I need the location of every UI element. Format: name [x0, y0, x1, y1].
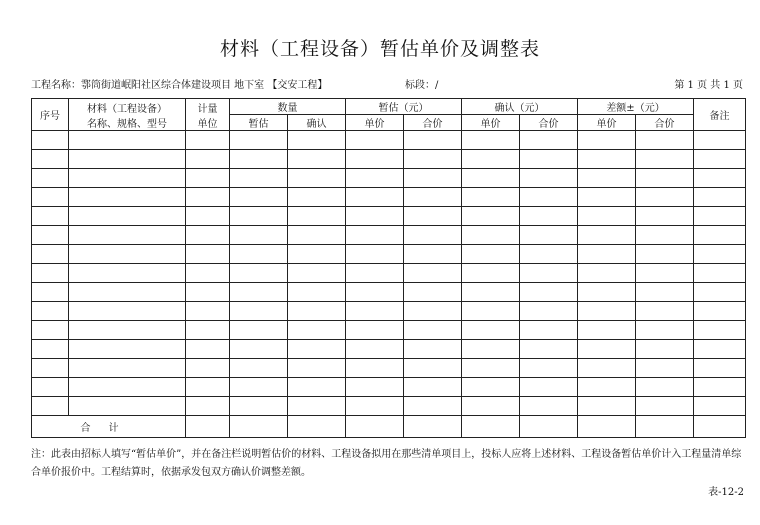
table-cell: [694, 283, 746, 302]
table-cell: [520, 397, 578, 416]
table-cell: [578, 283, 636, 302]
table-cell: [404, 264, 462, 283]
table-cell: [404, 150, 462, 169]
table-row: [32, 150, 746, 169]
table-cell: [69, 150, 186, 169]
table-row: [32, 302, 746, 321]
table-cell: [520, 131, 578, 150]
material-estimate-table: [31, 98, 746, 438]
header-unit-line1: 计量: [197, 103, 218, 115]
table-cell: [186, 169, 230, 188]
table-cell: [636, 416, 694, 438]
table-cell: [288, 226, 346, 245]
header-confirm: 确认（元）: [462, 99, 578, 115]
table-cell: [288, 397, 346, 416]
table-cell: [346, 226, 404, 245]
table-cell: [578, 302, 636, 321]
table-cell: [636, 359, 694, 378]
table-cell: [288, 359, 346, 378]
table-cell: [346, 169, 404, 188]
table-cell: [32, 359, 69, 378]
table-cell: [404, 416, 462, 438]
table-cell: [404, 283, 462, 302]
table-cell: [404, 378, 462, 397]
table-cell: [230, 302, 288, 321]
table-cell: [230, 150, 288, 169]
table-cell: [462, 397, 520, 416]
table-cell: [346, 188, 404, 207]
table-cell: [462, 340, 520, 359]
table-cell: [636, 264, 694, 283]
table-cell: [636, 207, 694, 226]
table-row: [32, 283, 746, 302]
table-cell: [288, 416, 346, 438]
table-cell: [694, 321, 746, 340]
table-cell: [32, 245, 69, 264]
table-cell: [288, 169, 346, 188]
header-material-line2: 名称、规格、型号: [87, 118, 167, 130]
table-cell: [578, 207, 636, 226]
table-cell: [636, 226, 694, 245]
table-cell: [288, 340, 346, 359]
table-cell: [230, 397, 288, 416]
table-cell: [230, 264, 288, 283]
table-row: [32, 359, 746, 378]
table-cell: [69, 188, 186, 207]
table-cell: [462, 378, 520, 397]
table-cell: [346, 283, 404, 302]
table-cell: [186, 188, 230, 207]
table-cell: [520, 359, 578, 378]
table-cell: [288, 283, 346, 302]
header-row-1: [32, 99, 746, 115]
table-cell: [69, 340, 186, 359]
table-cell: [462, 416, 520, 438]
footnote: 注：此表由招标人填写“暂估单价”，并在备注栏说明暂估价的材料、工程设备拟用在那些清单项目上，投标人应将上述材料、工程设备暂估单价计入工程量清单综合单价报价中。工程结算时，依据承发包双方确认价调整差额。: [31, 449, 742, 478]
table-cell: [69, 226, 186, 245]
table-cell: [404, 188, 462, 207]
table-cell: [32, 283, 69, 302]
table-cell: [404, 169, 462, 188]
form-code: 表-12-2: [708, 487, 744, 498]
table-cell: [462, 283, 520, 302]
table-cell: [288, 207, 346, 226]
table-cell: [186, 150, 230, 169]
table-cell: [346, 378, 404, 397]
table-cell: [578, 169, 636, 188]
table-cell: [462, 207, 520, 226]
table-cell: [186, 416, 230, 438]
table-cell: [186, 302, 230, 321]
table-cell: [636, 283, 694, 302]
header-no: 序号: [32, 99, 69, 131]
table-cell: [462, 264, 520, 283]
table-cell: [694, 302, 746, 321]
table-cell: [346, 302, 404, 321]
table-cell: [404, 245, 462, 264]
table-row: [32, 245, 746, 264]
table-cell: [694, 359, 746, 378]
table-cell: [230, 321, 288, 340]
table-cell: [636, 302, 694, 321]
header-material-line1: 材料（工程设备）: [87, 103, 167, 115]
table-cell: [288, 321, 346, 340]
table-cell: [346, 150, 404, 169]
table-cell: [520, 302, 578, 321]
table-cell: [520, 264, 578, 283]
table-cell: [230, 131, 288, 150]
table-cell: [520, 207, 578, 226]
table-cell: [186, 207, 230, 226]
table-cell: [694, 150, 746, 169]
header-unit-line2: 单位: [197, 118, 218, 130]
table-cell: [636, 169, 694, 188]
table-cell: [69, 378, 186, 397]
header-remark: 备注: [694, 99, 746, 131]
table-row: [32, 321, 746, 340]
table-cell: [636, 321, 694, 340]
header-confirm-unit-price: 单价: [462, 115, 520, 131]
table-cell: [186, 397, 230, 416]
table-cell: [69, 207, 186, 226]
table-cell: [230, 245, 288, 264]
table-cell: [186, 359, 230, 378]
page-number: 第 1 页 共 1 页: [674, 80, 743, 91]
total-row: [32, 416, 746, 438]
table-cell: [520, 150, 578, 169]
header-confirm-total: 合价: [520, 115, 578, 131]
table-cell: [32, 321, 69, 340]
table-cell: [694, 131, 746, 150]
table-row: [32, 131, 746, 150]
table-cell: [346, 359, 404, 378]
table-cell: [636, 131, 694, 150]
table-cell: [346, 207, 404, 226]
header-quantity: 数量: [230, 99, 346, 115]
table-cell: [186, 378, 230, 397]
table-cell: [636, 378, 694, 397]
table-cell: [520, 321, 578, 340]
table-cell: [186, 245, 230, 264]
table-cell: [462, 188, 520, 207]
table-cell: [404, 397, 462, 416]
table-cell: [578, 340, 636, 359]
table-cell: [230, 169, 288, 188]
table-cell: [694, 207, 746, 226]
total-label: 合计: [32, 416, 186, 438]
table-cell: [694, 264, 746, 283]
table-cell: [69, 321, 186, 340]
table-cell: [230, 207, 288, 226]
table-cell: [288, 131, 346, 150]
table-cell: [520, 378, 578, 397]
table-cell: [230, 226, 288, 245]
table-cell: [462, 359, 520, 378]
table-cell: [32, 397, 69, 416]
table-row: [32, 340, 746, 359]
table-cell: [578, 359, 636, 378]
table-cell: [69, 264, 186, 283]
table-cell: [69, 245, 186, 264]
table-cell: [32, 226, 69, 245]
table-cell: [578, 245, 636, 264]
project-name: 工程名称：鄠筒街道岷阳社区综合体建设项目 地下室 【交安工程】: [31, 80, 328, 91]
table-cell: [578, 416, 636, 438]
table-cell: [346, 397, 404, 416]
table-cell: [288, 150, 346, 169]
table-cell: [520, 226, 578, 245]
table-cell: [578, 188, 636, 207]
header-estimate-qty: 暂估: [230, 115, 288, 131]
table-cell: [32, 150, 69, 169]
page-title: 材料（工程设备）暂估单价及调整表: [219, 38, 540, 60]
table-cell: [186, 226, 230, 245]
table-row: [32, 169, 746, 188]
table-cell: [186, 340, 230, 359]
table-cell: [346, 321, 404, 340]
table-cell: [288, 245, 346, 264]
header-estimate: 暂估（元）: [346, 99, 462, 115]
table-row: [32, 188, 746, 207]
table-cell: [694, 169, 746, 188]
table-cell: [346, 264, 404, 283]
table-cell: [230, 378, 288, 397]
table-row: [32, 264, 746, 283]
table-cell: [578, 264, 636, 283]
table-cell: [32, 131, 69, 150]
table-cell: [636, 340, 694, 359]
table-cell: [69, 397, 186, 416]
section-label: 标段：/: [405, 80, 439, 91]
table-cell: [694, 188, 746, 207]
table-cell: [288, 378, 346, 397]
table-cell: [346, 131, 404, 150]
table-cell: [404, 359, 462, 378]
table-cell: [288, 188, 346, 207]
table-cell: [404, 226, 462, 245]
table-cell: [69, 169, 186, 188]
table-cell: [520, 169, 578, 188]
table-cell: [32, 169, 69, 188]
table-cell: [694, 340, 746, 359]
table-cell: [462, 321, 520, 340]
table-cell: [462, 226, 520, 245]
table-row: [32, 397, 746, 416]
table-cell: [230, 359, 288, 378]
table-cell: [69, 131, 186, 150]
table-cell: [186, 283, 230, 302]
table-cell: [69, 302, 186, 321]
table-cell: [404, 340, 462, 359]
header-estimate-unit-price: 单价: [346, 115, 404, 131]
table-body: [32, 131, 746, 438]
table-cell: [694, 226, 746, 245]
table-cell: [520, 188, 578, 207]
table-cell: [230, 340, 288, 359]
table-cell: [230, 416, 288, 438]
table-row: [32, 378, 746, 397]
table-cell: [32, 302, 69, 321]
table-cell: [578, 397, 636, 416]
table-cell: [578, 321, 636, 340]
table-cell: [230, 188, 288, 207]
table-cell: [346, 340, 404, 359]
table-cell: [32, 207, 69, 226]
table-cell: [230, 283, 288, 302]
table-cell: [404, 321, 462, 340]
header-material: [69, 99, 186, 131]
table-cell: [694, 397, 746, 416]
header-difference: 差额±（元）: [578, 99, 694, 115]
table-cell: [186, 321, 230, 340]
table-cell: [578, 131, 636, 150]
table-cell: [32, 264, 69, 283]
table-cell: [462, 245, 520, 264]
table-cell: [288, 302, 346, 321]
table-cell: [636, 245, 694, 264]
table-cell: [288, 264, 346, 283]
table-cell: [69, 283, 186, 302]
header-diff-unit-price: 单价: [578, 115, 636, 131]
table-cell: [186, 264, 230, 283]
table-cell: [404, 302, 462, 321]
table-cell: [462, 131, 520, 150]
table-cell: [578, 226, 636, 245]
table-cell: [520, 340, 578, 359]
table-cell: [520, 416, 578, 438]
table-cell: [32, 340, 69, 359]
table-cell: [636, 150, 694, 169]
table-cell: [520, 245, 578, 264]
header-unit: [186, 99, 230, 131]
header-estimate-total: 合价: [404, 115, 462, 131]
table-cell: [520, 283, 578, 302]
table-cell: [694, 416, 746, 438]
table-row: [32, 207, 746, 226]
table-cell: [404, 207, 462, 226]
table-cell: [694, 378, 746, 397]
table-cell: [404, 131, 462, 150]
table-cell: [694, 245, 746, 264]
table-cell: [462, 150, 520, 169]
table-cell: [578, 378, 636, 397]
table-cell: [32, 378, 69, 397]
table-cell: [636, 188, 694, 207]
table-row: [32, 226, 746, 245]
table-cell: [578, 150, 636, 169]
table-cell: [32, 188, 69, 207]
header-diff-total: 合价: [636, 115, 694, 131]
table-cell: [346, 245, 404, 264]
table-cell: [69, 359, 186, 378]
table-cell: [186, 131, 230, 150]
header-confirm-qty: 确认: [288, 115, 346, 131]
table-cell: [462, 169, 520, 188]
table-cell: [636, 397, 694, 416]
table-cell: [462, 302, 520, 321]
table-cell: [346, 416, 404, 438]
